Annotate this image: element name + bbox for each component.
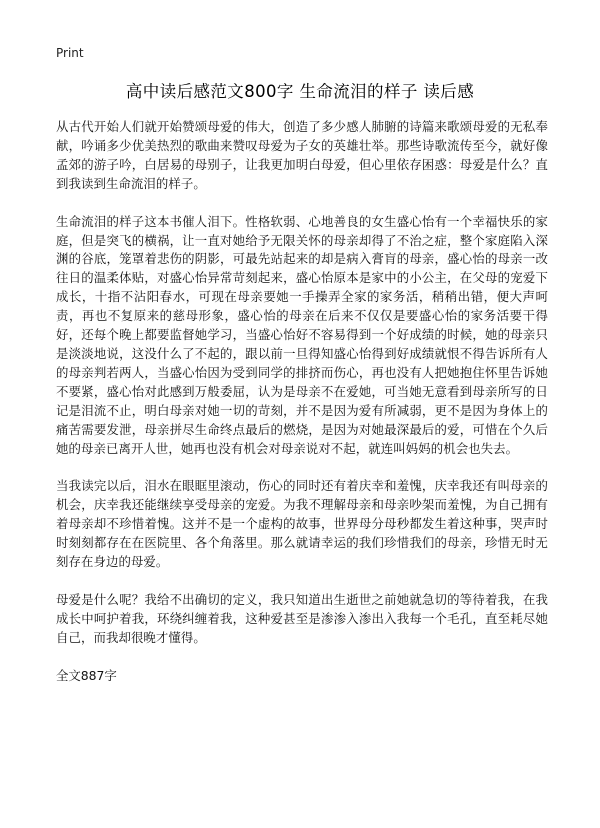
article-title: 高中读后感范文800字 生命流泪的样子 读后感 (125, 82, 475, 101)
article-paragraph: 生命流泪的样子这本书催人泪下。性格软弱、心地善良的女生盛心怡有一个幸福快乐的家庭，但是突飞的横祸，让一直对她给予无限关怀的母亲却得了不治之症，整个家庭陷入深渊的谷底，笼罩着悲伤的阴影，可最先站起来的却是病入膏肓的母亲，盛心怡的母亲一改往日的温柔体贴，对盛心怡异常苛刻起来，盛心怡原本是家中的小公主，在父母的宠爱下成长，十指不沾阳春水，可现在母亲要她一手操弄全家的家务活，稍稍出错，便大声呵责，再也不复原来的慈母形象，盛心怡的母亲在后来不仅仅是要盛心怡的家务活要干得好，还每个晚上都要监督她学习，当盛心怡好不容易得到一个好成绩的时候，她的母亲只是淡淡地说，这没什么了不起的，跟以前一旦得知盛心怡得到好成绩就恨不得告诉所有人的母亲判若两人，当盛心怡因为受到同学的排挤而伤心，再也没有人把她抱住怀里告诉她不要紧，盛心怡对此感到万般委屈，认为是母亲不在爱她，可当她无意看到母亲所写的日记是泪流不止，明白母亲对她一切的苛刻，并不是因为爱有所减弱，更不是因为身体上的痛苦需要发泄，母亲拼尽生命终点最后的燃烧，是因为对她最深最后的爱，可惜在个久后她的母亲已离开人世，她再也没有机会对母亲说对不起，就连叫妈妈的机会也失去。 (56, 213, 548, 456)
word-count: 全文887字 (56, 667, 117, 683)
article-body (56, 118, 548, 686)
article-paragraph: 从古代开始人们就开始赞颂母爱的伟大，创造了多少感人肺腑的诗篇来歌颂母爱的无私奉献，吟诵多少优美热烈的歌曲来赞叹母爱为子女的英雄壮举。那些诗歌流传至今，就好像孟郊的游子吟，白居易的母别子，让我更加明白母爱，但心里依存困惑：母爱是什么？直到我读到生命流泪的样子。 (56, 119, 548, 191)
print-link[interactable]: Print (56, 46, 84, 60)
article-paragraph: 当我读完以后，泪水在眼眶里滚动，伤心的同时还有着庆幸和羞愧，庆幸我还有叫母亲的机会，庆幸我还能继续享受母亲的宠爱。为我不理解母亲和母亲吵架而羞愧，为自己拥有着母亲却不珍惜着愧。这并不是一个虚构的故事，世界母分母秒都发生着这种事，哭声时时刻刻都存在在医院里、各个角落里。那么就请幸运的我们珍惜我们的母亲，珍惜无时无刻存在身边的母爱。 (56, 478, 548, 570)
article-paragraph: 母爱是什么呢？我给不出确切的定义，我只知道出生逝世之前她就急切的等待着我，在我成长中呵护着我，环绕纠缠着我，这种爱甚至是渗渗入渗出入我每一个毛孔，直至耗尽她自己，而我却很晚才懂得。 (56, 591, 548, 645)
